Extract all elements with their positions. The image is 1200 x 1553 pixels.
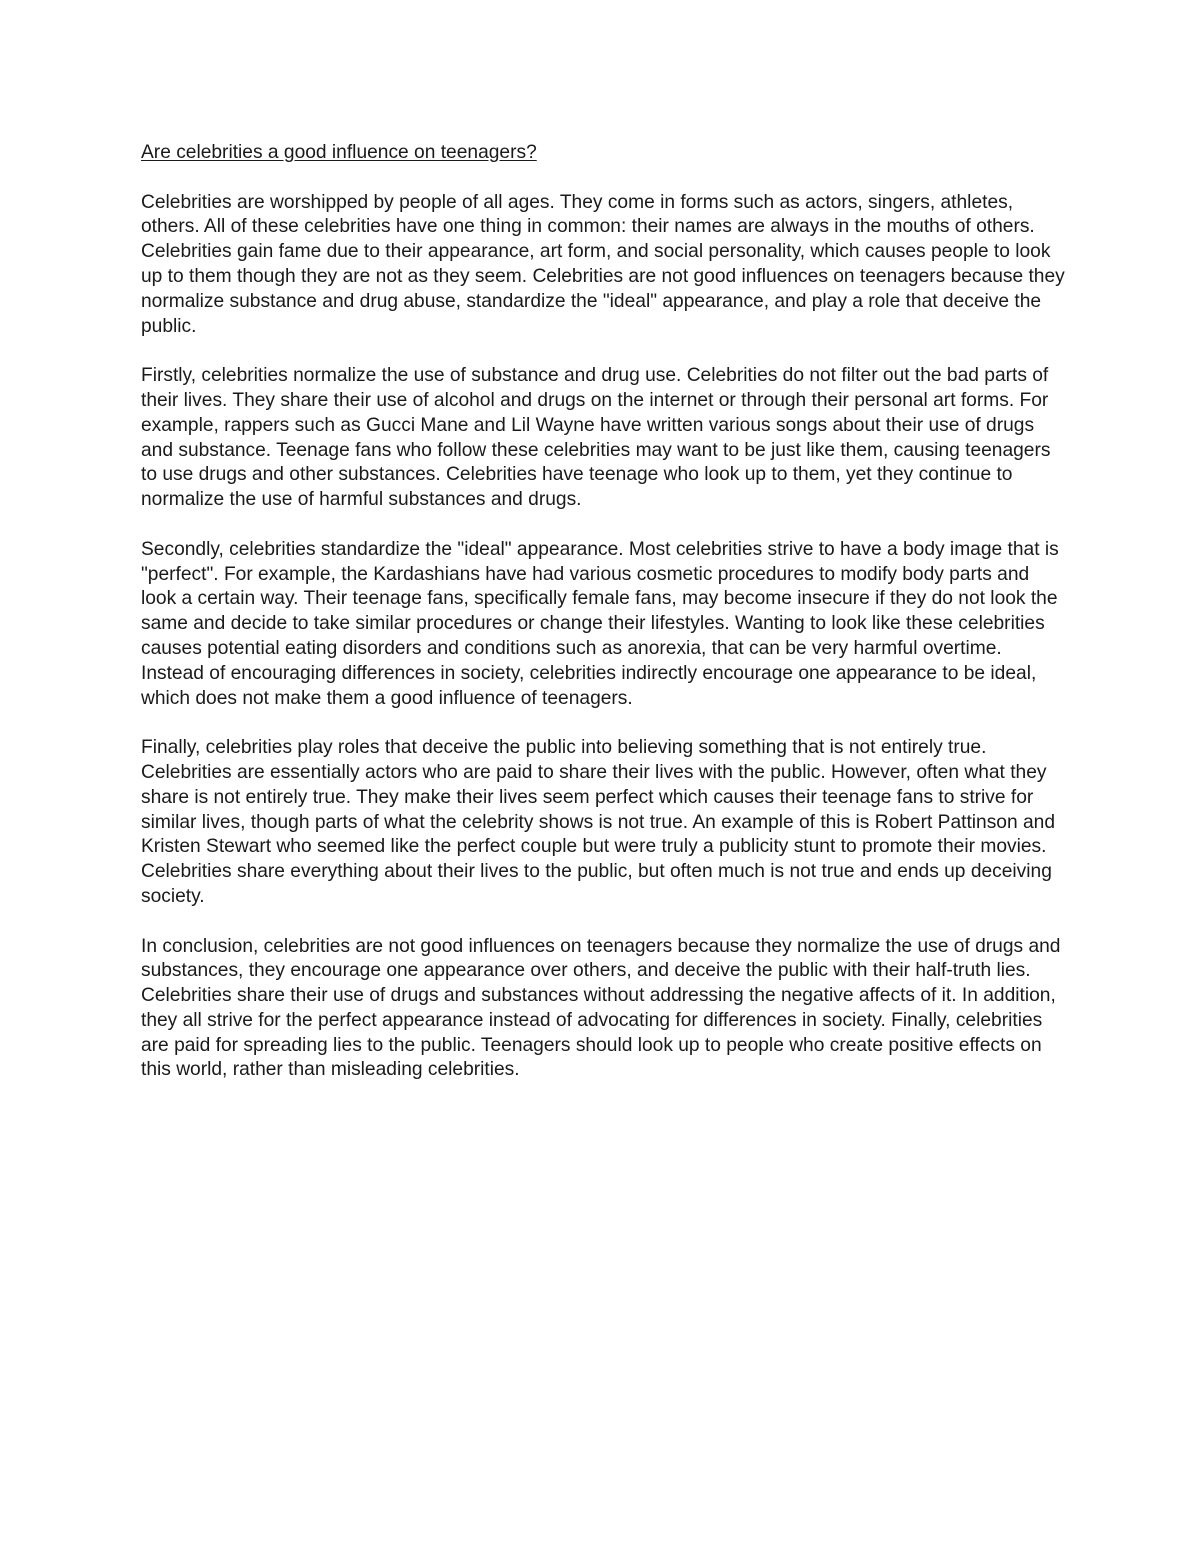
paragraph-conclusion: In conclusion, celebrities are not good influences on teenagers because they normalize the use of drugs and substances, they encourage one appearance over others, and deceive the public with their half-truth lies. Celebrities share their use of drugs and substances without addressing the negative affects of it. In addition, they all strive for the perfect appearance instead of advocating for differences in society. Finally, celebrities are paid for spreading lies to the public. Teenagers should look up to people who create positive effects on this world, rather than misleading celebrities. — [141, 935, 1061, 1081]
paragraph-secondly: Secondly, celebrities standardize the "ideal" appearance. Most celebrities strive to have a body image that is "perfect". For example, the Kardashians have had various cosmetic procedures to modify body parts and look a certain way. Their teenage fans, specifically female fans, may become insecure if they do not look the same and decide to take similar procedures or change their lifestyles. Wanting to look like these celebrities causes potential eating disorders and conditions such as anorexia, that can be very harmful overtime. Instead of encouraging differences in society, celebrities indirectly encourage one appearance to be ideal, which does not make them a good influence of teenagers. — [141, 538, 1059, 709]
paragraph-firstly: Firstly, celebrities normalize the use of substance and drug use. Celebrities do not filter out the bad parts of their lives. They share their use of alcohol and drugs on the internet or through their personal art forms. For example, rappers such as Gucci Mane and Lil Wayne have written various songs about their use of drugs and substance. Teenage fans who follow these celebrities may want to be just like them, causing teenagers to use drugs and other substances. Celebrities have teenage who look up to them, yet they continue to normalize the use of harmful substances and drugs. — [141, 365, 1051, 511]
document-body — [141, 141, 1066, 1108]
document-title: Are celebrities a good influence on teenagers? — [141, 142, 537, 163]
paragraph-finally: Finally, celebrities play roles that deceive the public into believing something that is not entirely true. Celebrities are essentially actors who are paid to share their lives with the public. However, often what they share is not entirely true. They make their lives seem perfect which causes their teenage fans to strive for similar lives, though parts of what the celebrity shows is not true. An example of this is Robert Pattinson and Kristen Stewart who seemed like the perfect couple but were truly a publicity stunt to promote their movies. Celebrities share everything about their lives to the public, but often much is not true and ends up deceiving society. — [141, 737, 1055, 907]
paragraph-introduction: Celebrities are worshipped by people of all ages. They come in forms such as actors, singers, athletes, others. All of these celebrities have one thing in common: their names are always in the mouths of others. Celebrities gain fame due to their appearance, art form, and social personality, which causes people to look up to them though they are not as they seem. Celebrities are not good influences on teenagers because they normalize substance and drug abuse, standardize the "ideal" appearance, and play a role that deceive the public. — [141, 191, 1065, 337]
